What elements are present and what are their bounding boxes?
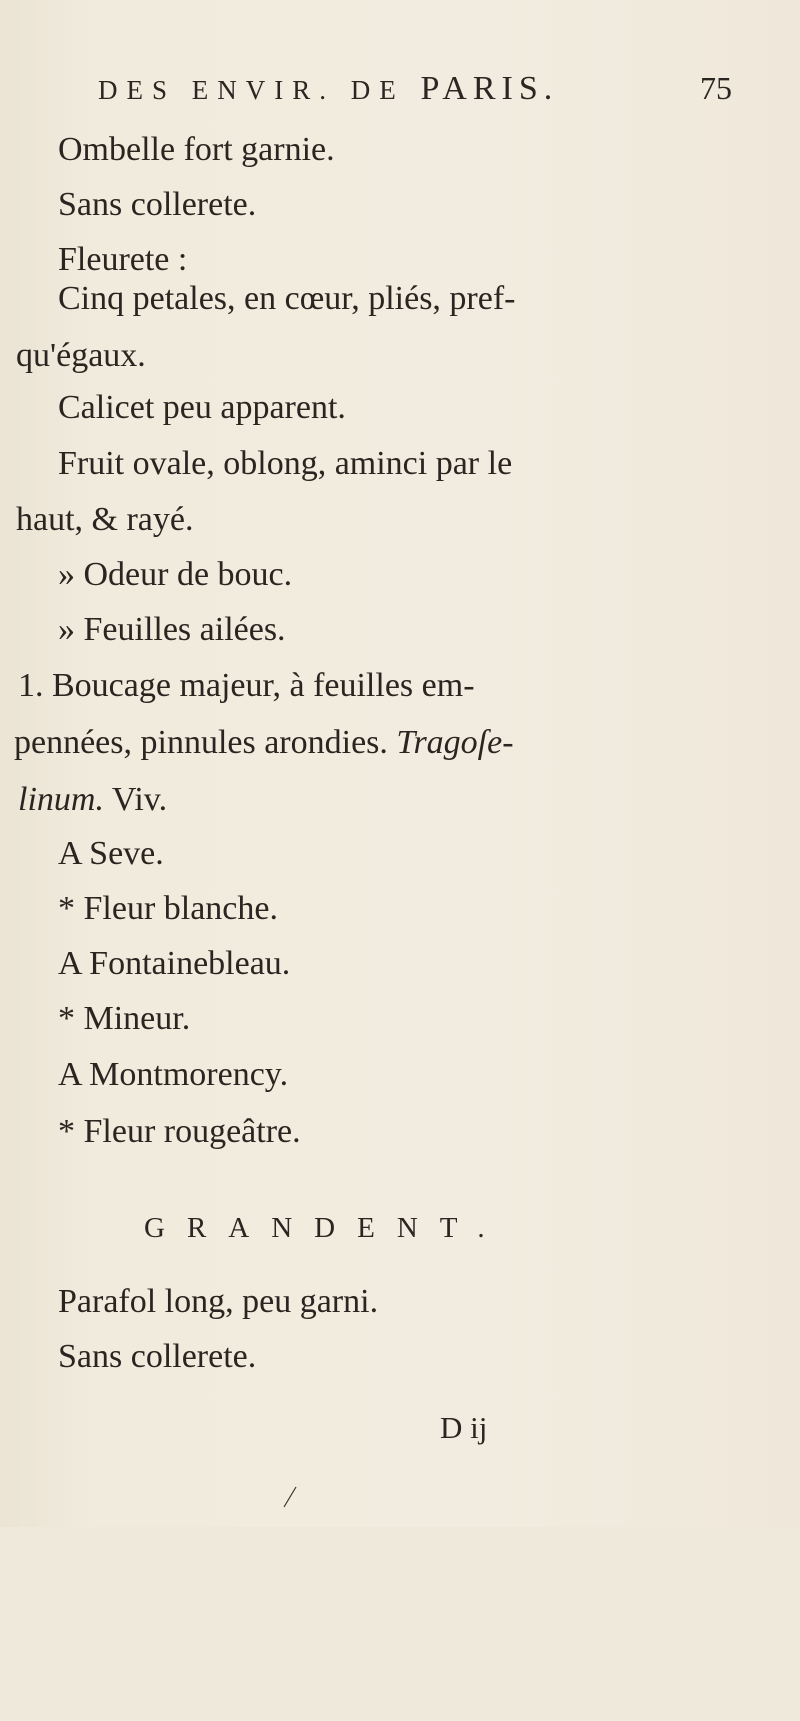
stray-mark-icon — [280, 1485, 300, 1510]
text-line: * Fleur rougeâtre. — [58, 1113, 301, 1150]
text-line: Ombelle fort garnie. — [58, 131, 335, 168]
text-line: A Seve. — [58, 835, 164, 872]
running-title: DES ENVIR. DE — [98, 75, 405, 105]
text-line: » Feuilles ailées. — [58, 611, 286, 648]
text-line — [18, 783, 167, 817]
text-line: Fruit ovale, oblong, aminci par le — [58, 445, 513, 482]
text-line: A Fontainebleau. — [58, 945, 291, 982]
page-number: 75 — [700, 70, 732, 106]
text-line: Cinq petales, en cœur, pliés, pref- — [58, 280, 516, 317]
text-line: haut, & rayé. — [16, 501, 194, 538]
text-line: » Odeur de bouc. — [58, 556, 293, 593]
text-line: Calicet peu apparent. — [58, 389, 346, 426]
running-header — [98, 70, 558, 108]
text-line: Sans collerete. — [58, 1338, 257, 1375]
text-line: 1. Boucage majeur, à feuilles em- — [18, 667, 475, 704]
latin-name-cont: linum. — [18, 781, 104, 818]
text-line: A Montmorency. — [58, 1056, 289, 1093]
text-line: * Fleur blanche. — [58, 890, 278, 927]
latin-name: Tragoſe- — [396, 724, 514, 761]
text-line: Parafol long, peu garni. — [58, 1283, 379, 1320]
text-line — [14, 726, 514, 760]
text-line: Fleurete : — [58, 241, 188, 278]
text-line: * Mineur. — [58, 1000, 191, 1037]
section-title: GRANDENT. — [144, 1212, 507, 1244]
running-title-paris: PARIS. — [420, 70, 559, 107]
signature-mark: D ij — [440, 1410, 488, 1445]
text-line: qu'égaux. — [16, 337, 146, 374]
text-line: Sans collerete. — [58, 186, 257, 223]
text-fragment: Viv. — [111, 781, 168, 818]
text-fragment: pennées, pinnules arondies. — [14, 724, 388, 761]
